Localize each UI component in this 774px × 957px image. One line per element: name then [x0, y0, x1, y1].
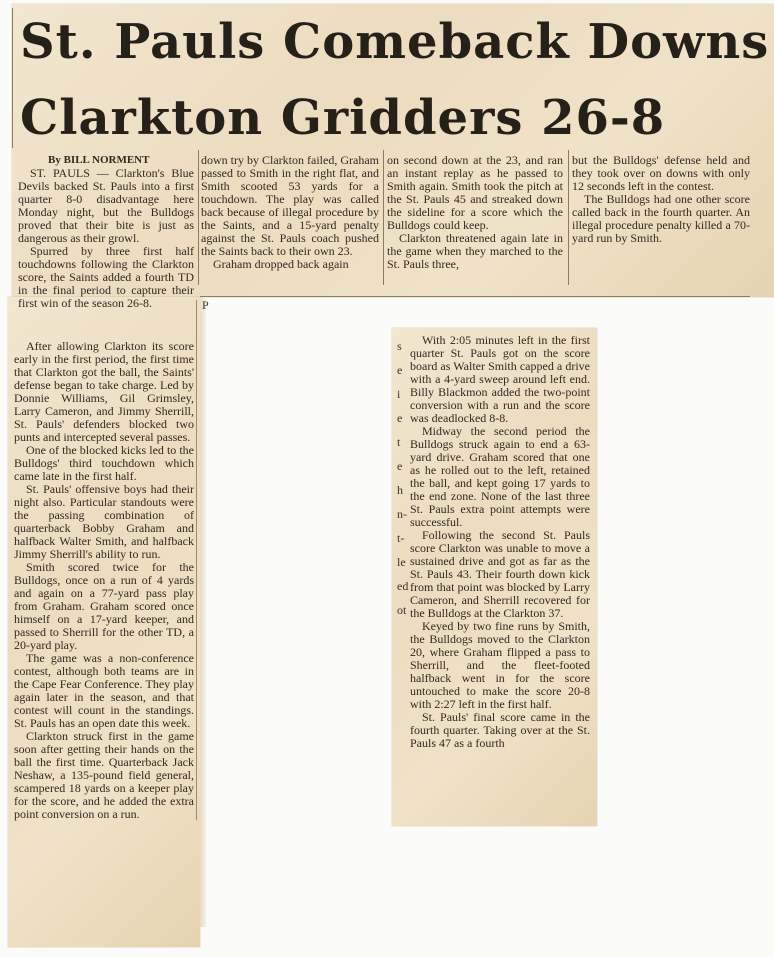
paragraph: Clarkton threatened again late in the game when they marched to the St. Pauls three, — [387, 231, 563, 271]
paragraph: Smith scored twice for the Bulldogs, once on a run of 4 yards and again on a 77-yard pass play from Graham. Graham scored once himself on a 17-yard keeper, and passed to Sherrill for the other TD, a 20-yard play. — [14, 560, 194, 652]
column-rule — [198, 150, 199, 285]
paragraph: Clarkton struck first in the game soon after getting their hands on the ball the first time. Quarterback Jack Neshaw, a 135-pound field general, scampered 18 yards on a keeper play for the score, and he added the extra point conversion on a run. — [14, 729, 194, 821]
paragraph: but the Bulldogs' defense held and they took over on downs with only 12 seconds left in the contest. — [572, 153, 750, 193]
article-column-1 — [18, 154, 194, 310]
fragment-char: ed — [397, 579, 409, 593]
paragraph: ST. PAULS — Clarkton's Blue Devils backed St. Pauls into a first quarter 8-0 disadvantage here Monday night, but the Bulldogs proved that their bite is just as dangerous as their growl. — [18, 166, 194, 245]
paragraph: St. Pauls' final score came in the fourth quarter. Taking over at the St. Pauls 47 as a fourth — [410, 710, 590, 750]
article-column-4 — [572, 154, 750, 245]
paragraph: Following the second St. Pauls score Clarkton was unable to move a sustained drive and got as far as the St. Pauls 43. Their fourth down kick from that point was blocked by Larry Cameron, and Sherrill recovered for the Bulldogs at the Clarkton 37. — [410, 528, 590, 620]
fragment-char: e — [397, 411, 403, 425]
paragraph: Graham dropped back again — [213, 257, 349, 271]
article-column-2 — [201, 154, 379, 271]
paragraph: down try by Clarkton failed, Graham passed to Smith in the right flat, and Smith scooted 53 yards for a touchdown. The play was called back because of illegal procedure by the Saints, and a 15-yard penalty against the St. Pauls coach pushed the Saints back to their own 23. — [201, 153, 379, 258]
fragment-char: le — [397, 555, 406, 569]
fragment-char: e — [397, 459, 403, 473]
fragment-char: ot — [397, 603, 407, 617]
headline-line-1: St. Pauls Comeback Downs — [20, 14, 770, 70]
fragment-char: n- — [397, 507, 407, 521]
headline-line-2: Clarkton Gridders 26-8 — [20, 90, 666, 146]
paragraph: One of the blocked kicks led to the Bulldogs' third touchdown which came late in the first half. — [14, 443, 194, 483]
paragraph: Spurred by three first half touchdowns following the Clarkton score, the Saints added a fourth TD in the final period to capture their first win of the season 26-8. — [18, 244, 194, 310]
fragment-char: e — [397, 363, 403, 377]
paragraph: After allowing Clarkton its score early in the first period, the first time that Clarkton got the ball, the Saints' defense began to take charge. Led by Donnie Williams, Gil Grimsley, Larry Cameron, and Jimmy Sherrill, St. Pauls' defenders blocked two punts and intercepted several passes. — [14, 339, 194, 444]
fragment-char: t- — [397, 531, 405, 545]
column-rule — [383, 150, 384, 285]
byline: By BILL NORMENT — [48, 154, 150, 166]
cut-off-column-fragment — [397, 340, 407, 628]
paragraph: With 2:05 minutes left in the first quarter St. Pauls got on the score board as Walter Smith capped a drive with a 4-yard sweep around left end. Billy Blackmon added the two-point conversion with a run and the score was deadlocked 8-8. — [410, 333, 590, 425]
paragraph: on second down at the 23, and ran an instant replay as he passed to Smith again. Smith took the pitch at the St. Pauls 45 and streaked down the sideline for a score which the Bulldogs could keep. — [387, 153, 563, 232]
fragment-char: s — [397, 339, 402, 353]
paragraph: The game was a non-conference contest, although both teams are in the Cape Fear Conference. They play again later in the season, and that contest will count in the standings. St. Pauls has an open date this week. — [14, 651, 194, 730]
clip-edge-line — [196, 300, 197, 820]
fragment-char: i — [397, 387, 401, 401]
fragment-char: t — [397, 435, 401, 449]
cut-off-letter: P — [202, 298, 209, 312]
paragraph: Midway the second period the Bulldogs struck again to end a 63-yard drive. Graham scored that one as he rolled out to the left, retained the ball, and kept going 17 yards to the end zone. None of the last three St. Pauls extra point attempts were successful. — [410, 424, 590, 529]
paragraph: Keyed by two fine runs by Smith, the Bulldogs moved to the Clarkton 20, where Graham flipped a pass to Sherrill, and the fleet-footed halfback went in for the score untouched to make the score 20-8 with 2:27 left in the first half. — [410, 619, 590, 711]
clip-shadow — [200, 297, 206, 927]
article-column-middle — [410, 334, 590, 750]
paragraph: St. Pauls' offensive boys had their night also. Particular standouts were the passing combination of quarterback Bobby Graham and halfback Walter Smith, and halfback Jimmy Sherrill's ability to run. — [14, 482, 194, 561]
column-rule — [568, 150, 569, 285]
paragraph: The Bulldogs had one other score called back in the fourth quarter. An illegal procedure penalty killed a 70-yard run by Smith. — [572, 192, 750, 245]
clip-edge-line — [12, 8, 13, 148]
fragment-char: h — [397, 483, 403, 497]
article-column-left-continued — [14, 340, 194, 821]
article-column-3 — [387, 154, 563, 271]
bottom-rule — [200, 296, 750, 297]
